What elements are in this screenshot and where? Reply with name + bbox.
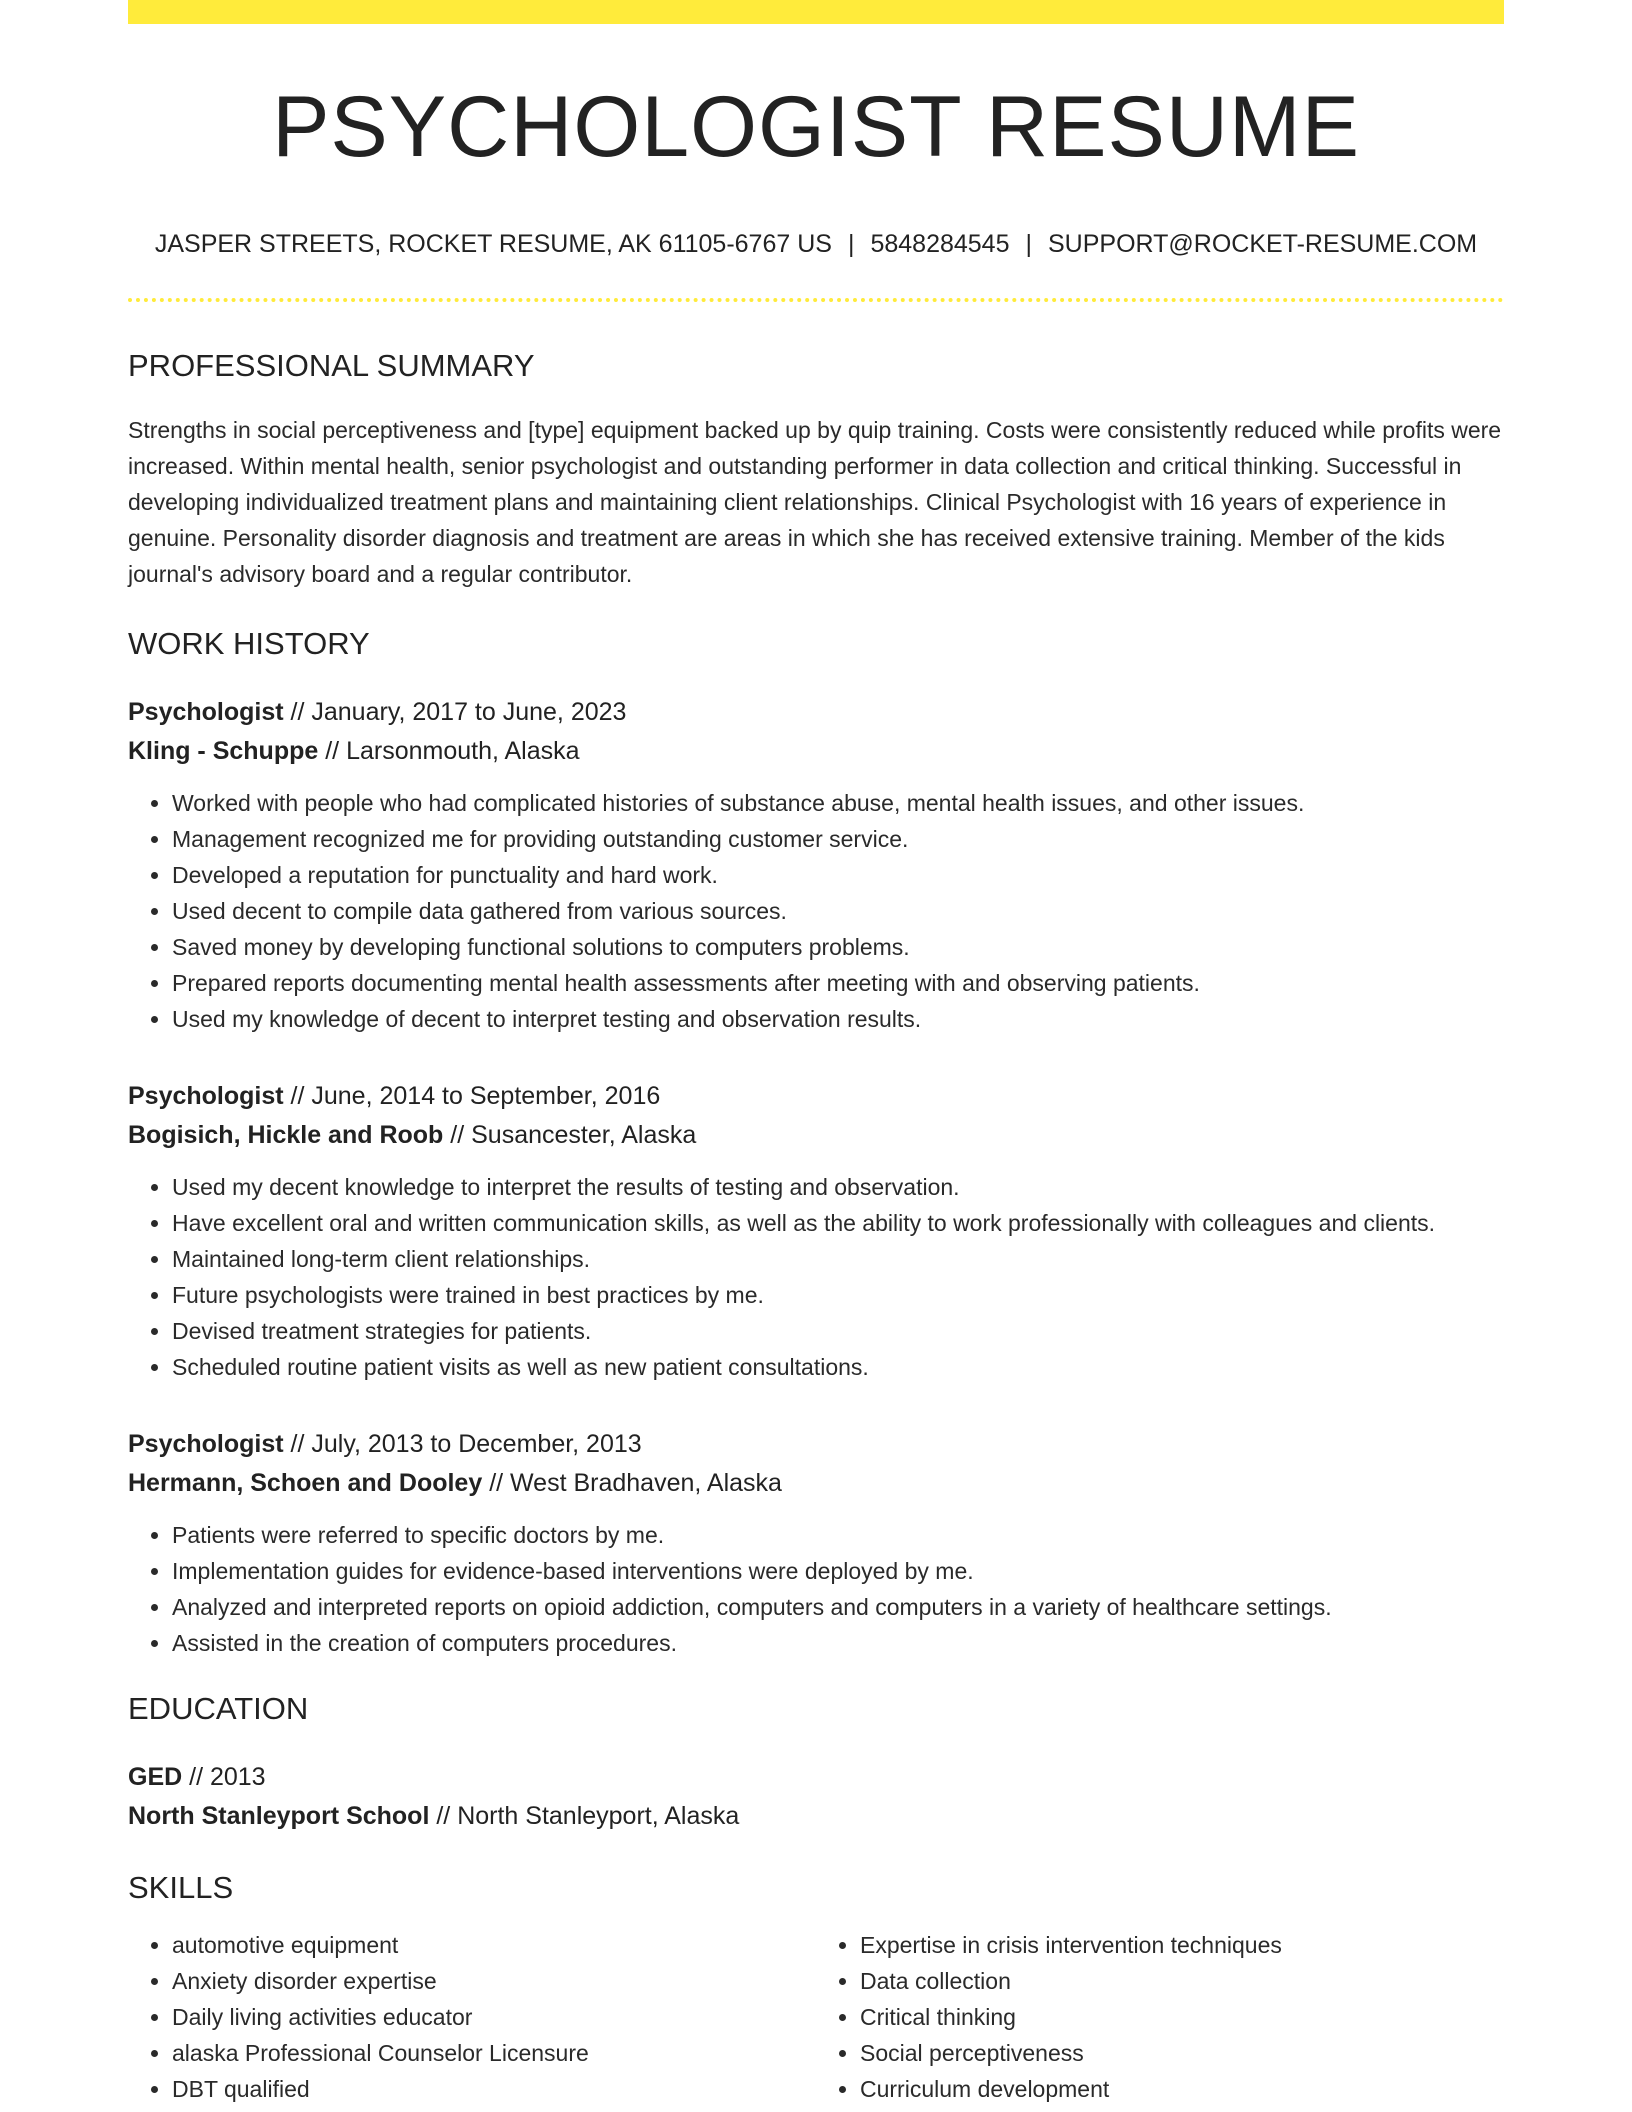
accent-top-bar <box>128 0 1504 24</box>
job-bullet: • Maintained long-term client relationships. <box>172 1241 1504 1277</box>
job-title-line <box>128 1077 1504 1116</box>
contact-separator: | <box>847 230 855 258</box>
job-location: // Larsonmouth, Alaska <box>318 737 580 765</box>
contact-address: JASPER STREETS, ROCKET RESUME, AK 61105-6767 US <box>154 230 832 258</box>
job-title: Psychologist <box>128 698 284 726</box>
job-entry <box>128 1077 1504 1385</box>
skill-item: • automotive equipment <box>172 1927 816 1963</box>
skill-item: • Curriculum development <box>860 2071 1504 2107</box>
job-bullet: • Used my knowledge of decent to interpret testing and observation results. <box>172 1001 1504 1037</box>
summary-heading: PROFESSIONAL SUMMARY <box>128 348 535 383</box>
contact-separator: | <box>1025 230 1032 258</box>
skill-item: • alaska Professional Counselor Licensure <box>172 2035 816 2071</box>
job-bullet: • Management recognized me for providing outstanding customer service. <box>172 821 1504 857</box>
education-heading: EDUCATION <box>128 1691 309 1726</box>
job-title-line <box>128 1425 1504 1464</box>
job-company: Hermann, Schoen and Dooley <box>128 1469 483 1497</box>
education-degree: GED <box>128 1763 183 1791</box>
job-bullets <box>128 785 1504 1037</box>
job-bullet: • Patients were referred to specific doctors by me. <box>172 1517 1504 1553</box>
job-title: Psychologist <box>128 1430 284 1458</box>
job-bullet: • Analyzed and interpreted reports on opioid addiction, computers and computers in a variety of healthcare settings. <box>172 1589 1504 1625</box>
job-dates: // July, 2013 to December, 2013 <box>283 1430 642 1458</box>
education-location: // North Stanleyport, Alaska <box>429 1802 740 1830</box>
skills-list-left <box>128 1927 816 2107</box>
job-company: Kling - Schuppe <box>128 737 319 765</box>
skill-item: • Social perceptiveness <box>860 2035 1504 2071</box>
work-history-heading: WORK HISTORY <box>128 626 370 661</box>
job-bullet: • Prepared reports documenting mental health assessments after meeting with and observing patients. <box>172 965 1504 1001</box>
job-bullet: • Scheduled routine patient visits as well as new patient consultations. <box>172 1349 1504 1385</box>
skill-item: • Data collection <box>860 1963 1504 1999</box>
contact-email: SUPPORT@ROCKET-RESUME.COM <box>1048 230 1478 258</box>
job-bullet: • Used decent to compile data gathered from various sources. <box>172 893 1504 929</box>
contact-line <box>128 232 1504 257</box>
skills-list-right <box>816 1927 1504 2107</box>
skill-item: • DBT qualified <box>172 2071 816 2107</box>
job-entry <box>128 1425 1504 1661</box>
education-entry <box>128 1758 1504 1836</box>
job-bullet: • Used my decent knowledge to interpret the results of testing and observation. <box>172 1169 1504 1205</box>
job-company: Bogisich, Hickle and Roob <box>128 1121 444 1149</box>
job-bullet: • Assisted in the creation of computers procedures. <box>172 1625 1504 1661</box>
work-history-list <box>128 693 1504 1661</box>
job-company-line <box>128 1464 1504 1503</box>
job-bullet: • Saved money by developing functional solutions to computers problems. <box>172 929 1504 965</box>
job-dates: // January, 2017 to June, 2023 <box>283 698 627 726</box>
summary-text: Strengths in social perceptiveness and [type] equipment backed up by quip training. Costs were consistently reduced while profits were increased. Within mental health, senior psychologist and outstanding performer in data collection and critical thinking. Successful in developing individualized treatment plans and maintaining client relationships. Clinical Psychologist with 16 years of experience in genuine. Personality disorder diagnosis and treatment are areas in which she has received extensive training. Member of the kids journal's advisory board and a regular contributor. <box>128 417 1502 587</box>
job-company-line <box>128 1116 1504 1155</box>
skill-item: • Critical thinking <box>860 1999 1504 2035</box>
education-degree-line <box>128 1758 1504 1797</box>
education-year: // 2013 <box>182 1763 266 1791</box>
job-bullet: • Implementation guides for evidence-based interventions were deployed by me. <box>172 1553 1504 1589</box>
contact-phone: 5848284545 <box>870 230 1010 258</box>
job-bullet: • Worked with people who had complicated histories of substance abuse, mental health issues, and other issues. <box>172 785 1504 821</box>
job-dates: // June, 2014 to September, 2016 <box>283 1082 661 1110</box>
job-bullet: • Future psychologists were trained in best practices by me. <box>172 1277 1504 1313</box>
job-bullets <box>128 1169 1504 1385</box>
job-location: // West Bradhaven, Alaska <box>482 1469 782 1497</box>
skills-heading: SKILLS <box>128 1870 234 1905</box>
job-title-line <box>128 693 1504 732</box>
job-entry <box>128 693 1504 1037</box>
page-title: PSYCHOLOGIST RESUME <box>272 79 1360 175</box>
job-location: // Susancester, Alaska <box>443 1121 697 1149</box>
job-bullet: • Devised treatment strategies for patients. <box>172 1313 1504 1349</box>
skill-item: • Daily living activities educator <box>172 1999 816 2035</box>
job-bullet: • Have excellent oral and written communication skills, as well as the ability to work professionally with colleagues and clients. <box>172 1205 1504 1241</box>
education-school: North Stanleyport School <box>128 1802 430 1830</box>
job-bullets <box>128 1517 1504 1661</box>
resume-page <box>128 0 1504 2107</box>
skill-item: • Expertise in crisis intervention techniques <box>860 1927 1504 1963</box>
job-company-line <box>128 732 1504 771</box>
skill-item: • Anxiety disorder expertise <box>172 1963 816 1999</box>
dotted-divider <box>128 298 1504 302</box>
education-school-line <box>128 1797 1504 1836</box>
job-bullet: • Developed a reputation for punctuality and hard work. <box>172 857 1504 893</box>
skills-columns <box>128 1927 1504 2107</box>
job-title: Psychologist <box>128 1082 284 1110</box>
